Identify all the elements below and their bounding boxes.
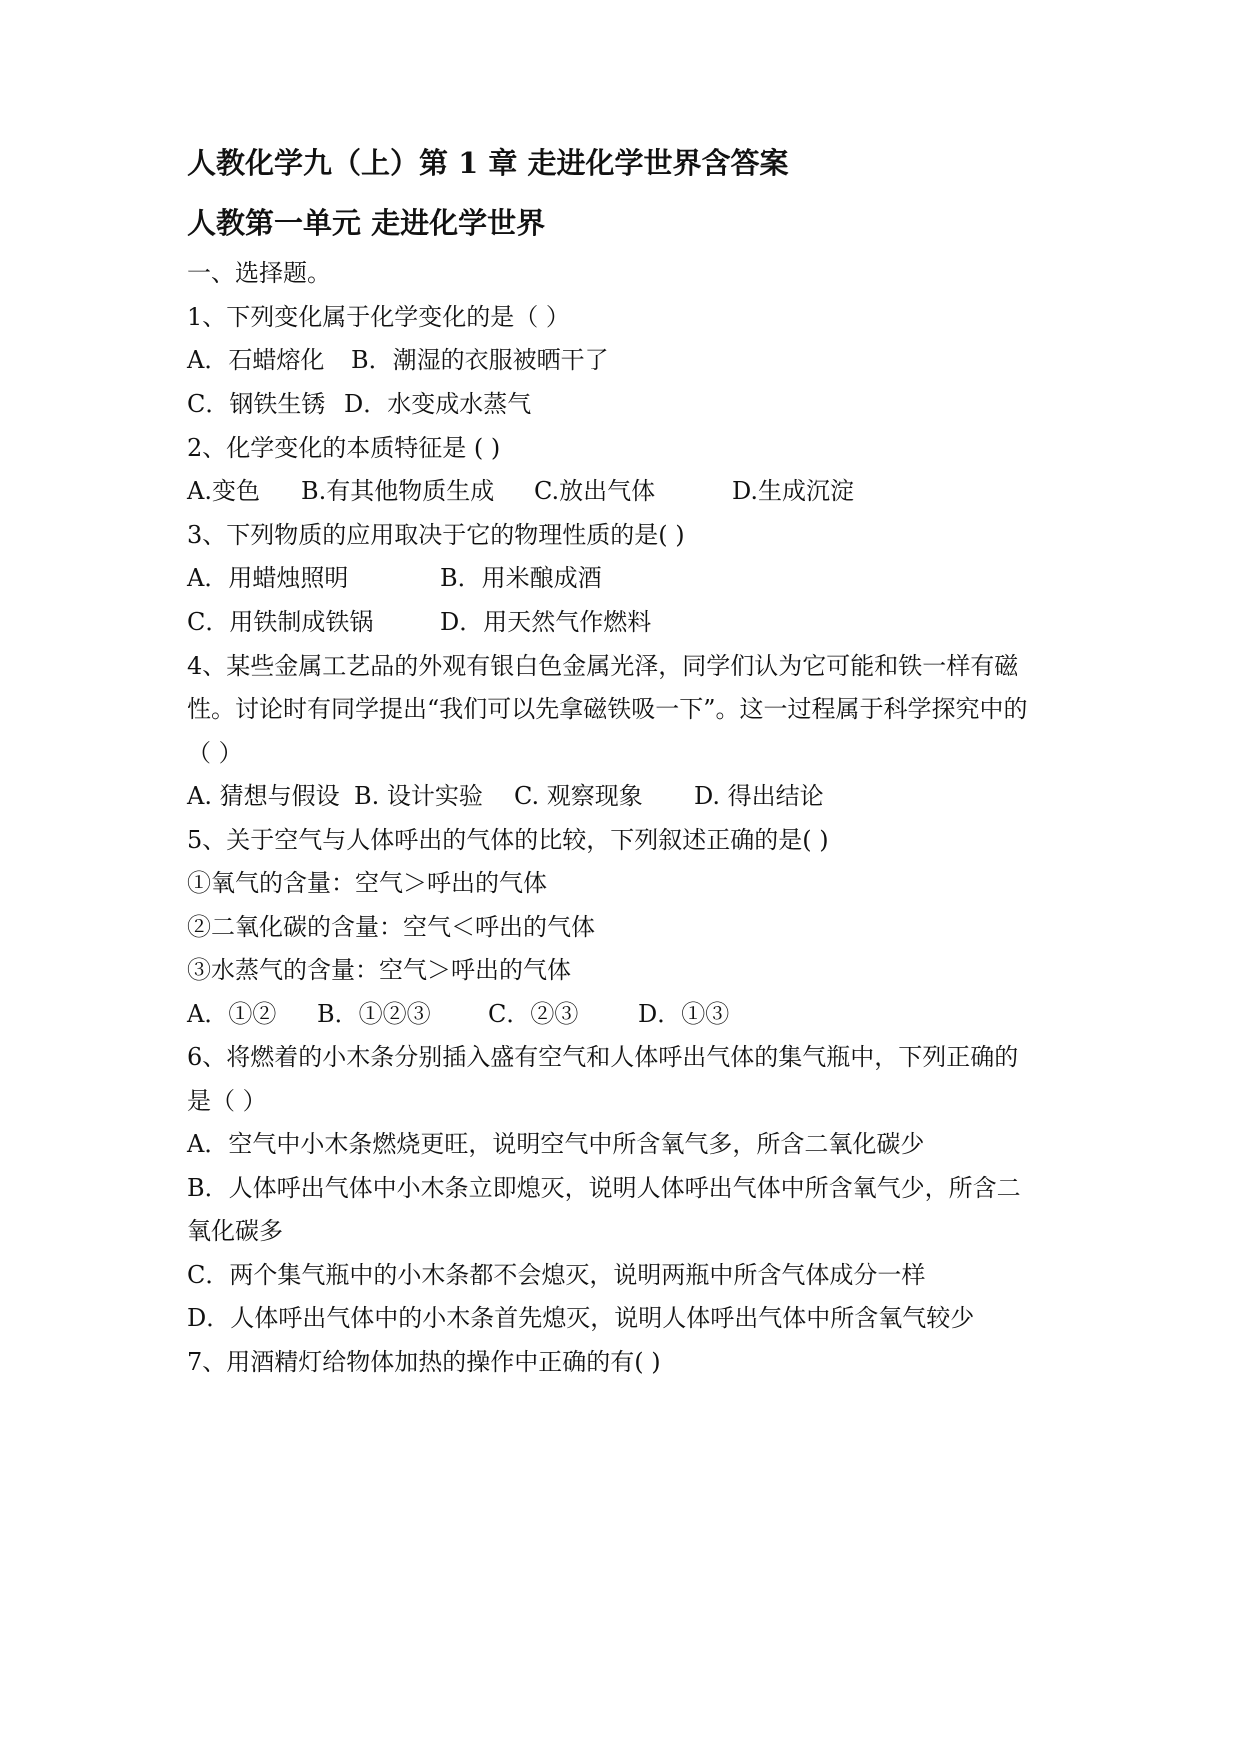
question-6-option-a: A．空气中小木条燃烧更旺，说明空气中所含氧气多，所含二氧化碳少 bbox=[187, 1130, 925, 1158]
question-3-stem: 3、下列物质的应用取决于它的物理性质的是( ) bbox=[187, 521, 685, 549]
question-1-stem: 1、下列变化属于化学变化的是（ ） bbox=[187, 303, 570, 331]
document-title: 人教化学九（上）第 1 章 走进化学世界含答案 bbox=[187, 146, 789, 180]
question-4-option-a: A. 猜想与假设 bbox=[187, 782, 340, 810]
question-1-option-a: A．石蜡熔化 bbox=[187, 346, 325, 374]
question-1-option-d: D．水变成水蒸气 bbox=[344, 390, 532, 418]
question-5-stem: 5、关于空气与人体呼出的气体的比较，下列叙述正确的是( ) bbox=[187, 826, 829, 854]
question-4-line-3: （ ） bbox=[187, 739, 243, 767]
question-4-option-d: D. 得出结论 bbox=[694, 782, 824, 810]
question-2-option-a: A.变色 bbox=[187, 477, 260, 505]
question-7-stem: 7、用酒精灯给物体加热的操作中正确的有( ) bbox=[187, 1348, 661, 1376]
question-6-option-d: D．人体呼出气体中的小木条首先熄灭，说明人体呼出气体中所含氧气较少 bbox=[187, 1304, 975, 1332]
question-5-statement-2: ②二氧化碳的含量：空气＜呼出的气体 bbox=[187, 913, 595, 941]
question-3-option-a: A．用蜡烛照明 bbox=[187, 564, 349, 592]
question-5-option-c: C．②③ bbox=[488, 1000, 579, 1028]
question-3-option-b: B．用米酿成酒 bbox=[440, 564, 602, 592]
question-3-option-c: C．用铁制成铁锅 bbox=[187, 608, 374, 636]
question-6-line-2: 是（ ） bbox=[187, 1087, 267, 1115]
question-1-option-b: B．潮湿的衣服被晒干了 bbox=[351, 346, 609, 374]
question-4-line-2: 性。讨论时有同学提出“我们可以先拿磁铁吸一下”。这一过程属于科学探究中的 bbox=[187, 695, 1028, 723]
question-6-option-b-line-1: B．人体呼出气体中小木条立即熄灭，说明人体呼出气体中所含氧气少，所含二 bbox=[187, 1174, 1021, 1202]
question-4-option-b: B. 设计实验 bbox=[354, 782, 483, 810]
question-6-line-1: 6、将燃着的小木条分别插入盛有空气和人体呼出气体的集气瓶中，下列正确的 bbox=[187, 1043, 1019, 1071]
question-3-option-d: D．用天然气作燃料 bbox=[440, 608, 652, 636]
question-5-option-d: D．①③ bbox=[638, 1000, 730, 1028]
question-5-statement-3: ③水蒸气的含量：空气＞呼出的气体 bbox=[187, 956, 571, 984]
question-4-option-c: C. 观察现象 bbox=[514, 782, 643, 810]
question-2-option-b: B.有其他物质生成 bbox=[301, 477, 495, 505]
question-6-option-c: C．两个集气瓶中的小木条都不会熄灭，说明两瓶中所含气体成分一样 bbox=[187, 1261, 926, 1289]
question-2-option-d: D.生成沉淀 bbox=[732, 477, 855, 505]
question-4-line-1: 4、某些金属工艺品的外观有银白色金属光泽，同学们认为它可能和铁一样有磁 bbox=[187, 652, 1019, 680]
section-heading: 一、选择题。 bbox=[187, 259, 331, 287]
question-6-option-b-line-2: 氧化碳多 bbox=[187, 1217, 283, 1245]
question-1-option-c: C．钢铁生锈 bbox=[187, 390, 326, 418]
question-5-option-a: A．①② bbox=[187, 1000, 277, 1028]
question-5-statement-1: ①氧气的含量：空气＞呼出的气体 bbox=[187, 869, 547, 897]
question-5-option-b: B．①②③ bbox=[317, 1000, 431, 1028]
question-2-option-c: C.放出气体 bbox=[534, 477, 656, 505]
unit-heading: 人教第一单元 走进化学世界 bbox=[187, 206, 546, 240]
question-2-stem: 2、化学变化的本质特征是 ( ) bbox=[187, 434, 501, 462]
